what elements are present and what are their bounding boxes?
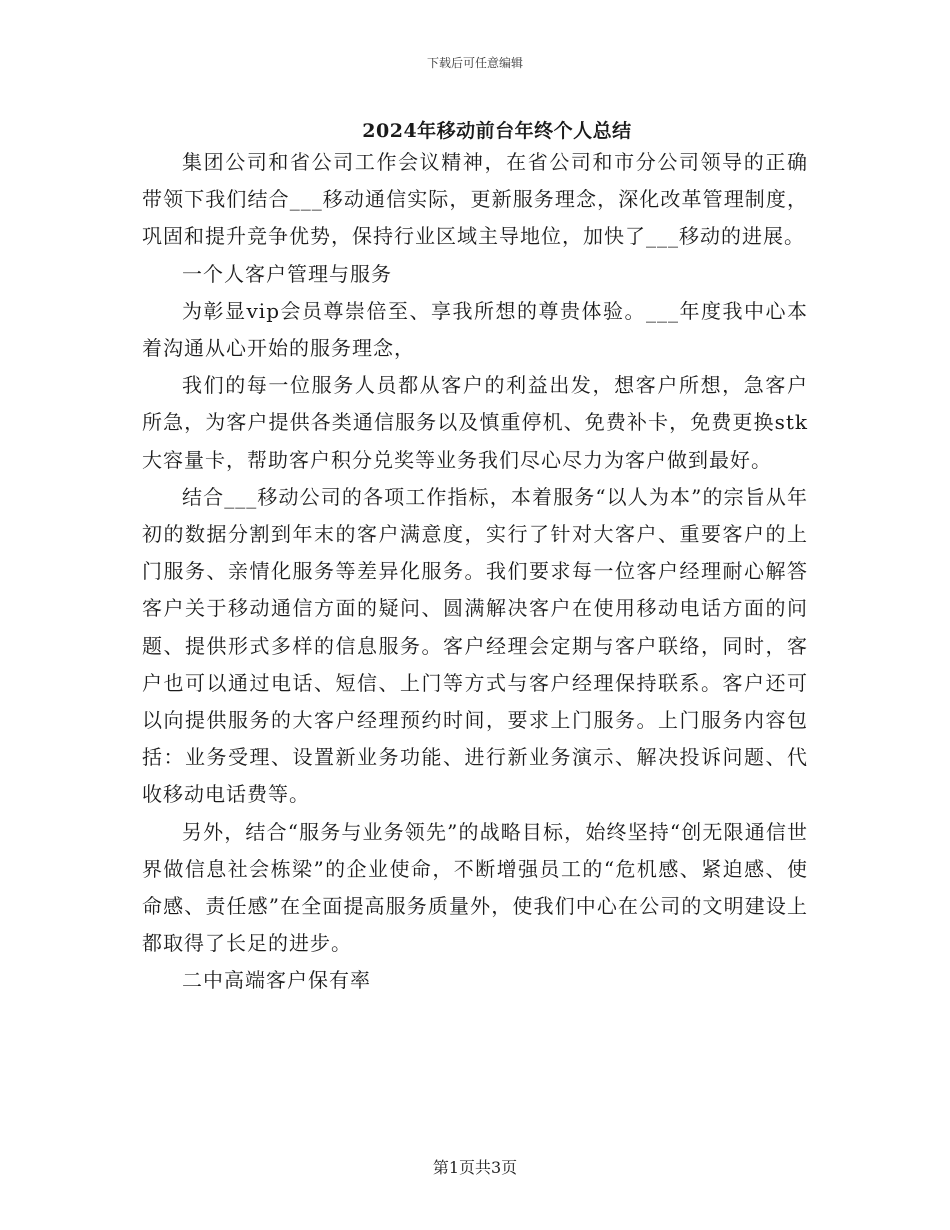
paragraph-vip: 为彰显vip会员尊崇倍至、享我所想的尊贵体验。___年度我中心本着沟通从心开始的服务理念，: [142, 298, 808, 361]
document-title: 2024年移动前台年终个人总结: [362, 120, 632, 142]
section-heading-1: 一个人客户管理与服务: [182, 261, 392, 286]
paragraph-strategy: 另外，结合“服务与业务领先”的战略目标，始终坚持“创无限通信世界做信息社会栋梁”的企业使命，不断增强员工的“危机感、紧迫感、使命感、责任感”在全面提高服务质量外，使我们中心在公司的文明建设上都取得了长足的进步。: [142, 819, 808, 956]
header-note: 下载后可任意编辑: [426, 56, 523, 70]
page-number: 第1页共3页: [432, 1158, 518, 1177]
paragraph-service-staff: 我们的每一位服务人员都从客户的利益出发，想客户所想，急客户所急，为客户提供各类通信服务以及慎重停机、免费补卡，免费更换stk大容量卡，帮助客户积分兑奖等业务我们尽心尽力为客户做到最好。: [142, 373, 808, 472]
paragraph-intro: 集团公司和省公司工作会议精神，在省公司和市分公司领导的正确带领下我们结合___移动通信实际，更新服务理念，深化改革管理制度，巩固和提升竞争优势，保持行业区域主导地位，加快了___移动的进展。: [142, 150, 808, 249]
document-body: [142, 144, 808, 1000]
section-heading-2: 二中高端客户保有率: [182, 968, 371, 993]
paragraph-key-accounts: 结合___移动公司的各项工作指标，本着服务“以人为本”的宗旨从年初的数据分割到年末的客户满意度，实行了针对大客户、重要客户的上门服务、亲情化服务等差异化服务。我们要求每一位客户经理耐心解答客户关于移动通信方面的疑问、圆满解决客户在使用移动电话方面的问题、提供形式多样的信息服务。客户经理会定期与客户联络，同时，客户也可以通过电话、短信、上门等方式与客户经理保持联系。客户还可以向提供服务的大客户经理预约时间，要求上门服务。上门服务内容包括：业务受理、设置新业务功能、进行新业务演示、解决投诉问题、代收移动电话费等。: [142, 484, 808, 807]
